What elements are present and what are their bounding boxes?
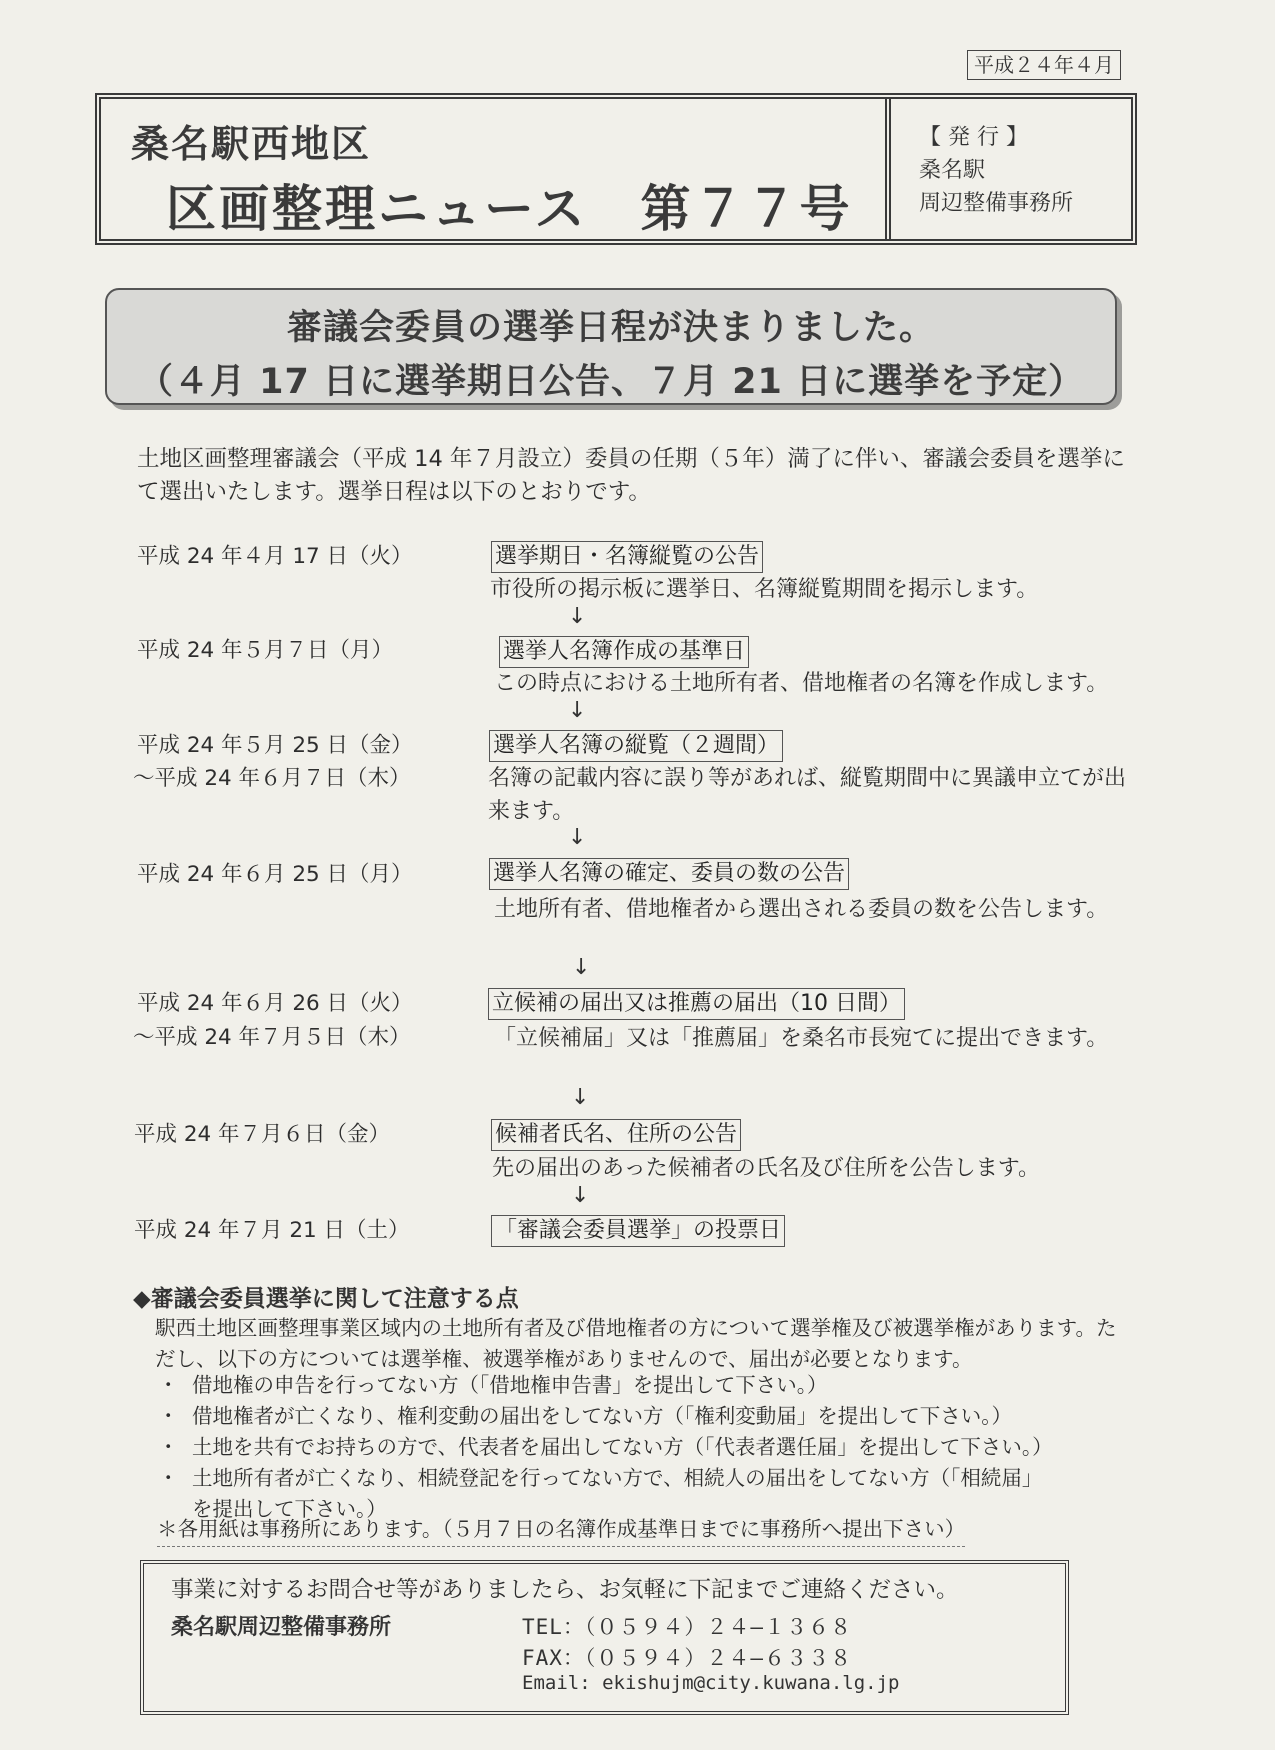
headline-line2: （４月 17 日に選挙期日公告、７月 21 日に選挙を予定）	[137, 362, 1085, 402]
list-item	[158, 1463, 1053, 1494]
schedule-step-desc: この時点における土地所有者、借地権者の名簿を作成します。	[494, 671, 1109, 696]
forms-note: ＊各用紙は事務所にあります。（５月７日の名簿作成基準日までに事務所へ提出下さい）	[157, 1512, 965, 1547]
schedule-step-title: 選挙人名簿作成の基準日	[499, 636, 749, 668]
contact-organization: 桑名駅周辺整備事務所	[171, 1615, 392, 1640]
schedule-step-title: 選挙人名簿の縦覧（２週間）	[489, 730, 783, 762]
headline-line1: 審議会委員の選挙日程が決まりました。	[286, 308, 935, 348]
issuer-label: 【 発 行 】	[919, 125, 1028, 150]
bullet-icon: ・	[158, 1373, 179, 1397]
contact-box	[140, 1560, 1069, 1715]
notes-heading: ◆審議会委員選挙に関して注意する点	[133, 1286, 519, 1312]
issuer-block	[919, 121, 1073, 220]
list-item-text: 土地を共有でお持ちの方で、代表者を届出してない方（「代表者選任届」を提出して下さい。）	[192, 1435, 1053, 1459]
schedule-date: 平成 24 年４月 17 日（火）	[137, 544, 413, 569]
district-name: 桑名駅西地区	[131, 122, 372, 166]
contact-message: 事業に対するお問合せ等がありましたら、お気軽に下記までご連絡ください。	[171, 1577, 959, 1603]
notes-list	[158, 1370, 1053, 1525]
issuer-name-line2: 周辺整備事務所	[919, 191, 1074, 216]
contact-fax: FAX：（０５９４）２４—６３３８	[522, 1646, 853, 1670]
schedule-step-desc: 市役所の掲示板に選挙日、名簿縦覧期間を掲示します。	[490, 577, 1039, 602]
list-item	[158, 1370, 1053, 1401]
bullet-icon: ・	[158, 1404, 179, 1428]
down-arrow-icon: ↓	[571, 1183, 590, 1208]
issue-date: 平成２４年４月	[967, 50, 1121, 80]
schedule-step-title: 選挙期日・名簿縦覧の公告	[491, 541, 763, 573]
notes-body: 駅西土地区画整理事業区域内の土地所有者及び借地権者の方について選挙権及び被選挙権があります。ただし、以下の方については選挙権、被選挙権がありませんので、届出が必要となります。	[155, 1316, 1117, 1371]
down-arrow-icon: ↓	[568, 825, 587, 850]
intro-paragraph: 土地区画整理審議会（平成 14 年７月設立）委員の任期（５年）満了に伴い、審議会委員を選挙にて選出いたします。選挙日程は以下のとおりです。	[137, 446, 1125, 505]
bullet-icon: ・	[158, 1435, 179, 1459]
schedule-date: 平成 24 年６月 26 日（火）	[137, 991, 413, 1016]
schedule-date: 平成 24 年６月 25 日（月）	[137, 862, 413, 887]
schedule-date: 平成 24 年７月 21 日（土）	[134, 1218, 410, 1243]
schedule-date: 平成 24 年５月 25 日（金）	[137, 733, 413, 758]
headline-banner	[105, 288, 1117, 405]
schedule-step-title: 「審議会委員選挙」の投票日	[491, 1215, 785, 1247]
list-item	[158, 1401, 1053, 1432]
list-item	[158, 1432, 1053, 1463]
list-item-text: 借地権の申告を行ってない方（「借地権申告書」を提出して下さい。）	[192, 1373, 828, 1397]
schedule-step-desc: 名簿の記載内容に誤り等があれば、縦覧期間中に異議申立てが出来ます。	[488, 766, 1127, 824]
schedule-step-title: 選挙人名簿の確定、委員の数の公告	[489, 858, 849, 890]
contact-email: Email: ekishujm@city.kuwana.lg.jp	[522, 1672, 900, 1694]
bullet-icon: ・	[158, 1466, 179, 1490]
list-item-text: 土地所有者が亡くなり、相続登記を行ってない方で、相続人の届出をしてない方（「相続届」	[192, 1466, 1043, 1490]
down-arrow-icon: ↓	[568, 604, 587, 629]
schedule-date: 平成 24 年７月６日（金）	[134, 1122, 391, 1147]
schedule-date: 平成 24 年５月７日（月）	[137, 638, 394, 663]
newsletter-title: 区画整理ニュース 第７７号	[166, 180, 853, 238]
schedule-step-desc: 「立候補届」又は「推薦届」を桑名市長宛てに提出できます。	[494, 1026, 1109, 1051]
issuer-name-line1: 桑名駅	[919, 158, 986, 183]
contact-phone: TEL：（０５９４）２４—１３６８	[522, 1615, 853, 1639]
schedule-date-end: ～平成 24 年６月７日（木）	[133, 766, 411, 791]
header-title-block	[101, 99, 891, 239]
schedule-date-end: ～平成 24 年７月５日（木）	[133, 1025, 411, 1050]
schedule-step-desc: 先の届出のあった候補者の氏名及び住所を公告します。	[492, 1156, 1041, 1181]
schedule-step-desc: 土地所有者、借地権者から選出される委員の数を公告します。	[494, 897, 1109, 922]
list-item-text: 借地権者が亡くなり、権利変動の届出をしてない方（「権利変動届」を提出して下さい。）	[192, 1404, 1012, 1428]
down-arrow-icon: ↓	[572, 955, 591, 980]
schedule-step-title: 候補者氏名、住所の公告	[491, 1119, 741, 1151]
list-item-text: を提出して下さい。）	[192, 1497, 387, 1521]
schedule-step-title: 立候補の届出又は推薦の届出（10 日間）	[488, 988, 905, 1020]
down-arrow-icon: ↓	[568, 698, 587, 723]
down-arrow-icon: ↓	[571, 1085, 590, 1110]
newsletter-header	[95, 93, 1137, 245]
